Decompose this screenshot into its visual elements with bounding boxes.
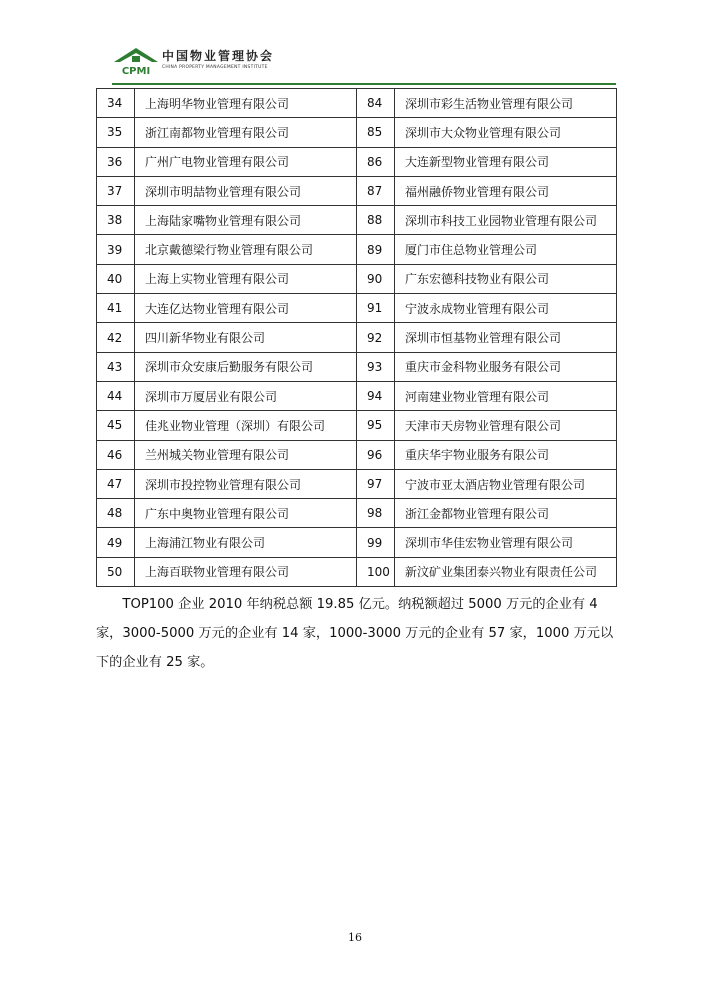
company-name-cell: 浙江金都物业管理有限公司	[395, 499, 617, 528]
table-row	[97, 235, 617, 264]
rank-number-cell: 89	[357, 235, 395, 264]
rank-number-cell: 95	[357, 411, 395, 440]
table-row	[97, 352, 617, 381]
company-name-cell: 兰州城关物业管理有限公司	[135, 440, 357, 469]
rank-number-cell: 42	[97, 323, 135, 352]
rank-number-cell: 97	[357, 469, 395, 498]
company-name-cell: 深圳市科技工业园物业管理有限公司	[395, 206, 617, 235]
company-name-cell: 福州融侨物业管理有限公司	[395, 176, 617, 205]
rank-number-cell: 43	[97, 352, 135, 381]
company-name-cell: 广东宏德科技物业有限公司	[395, 264, 617, 293]
company-name-cell: 深圳市恒基物业管理有限公司	[395, 323, 617, 352]
table-row	[97, 294, 617, 323]
company-name-cell: 北京戴德梁行物业管理有限公司	[135, 235, 357, 264]
org-name-en: CHINA PROPERTY MANAGEMENT INSTITUTE	[162, 65, 268, 70]
rank-number-cell: 45	[97, 411, 135, 440]
rank-number-cell: 39	[97, 235, 135, 264]
table-row	[97, 176, 617, 205]
company-name-cell: 四川新华物业有限公司	[135, 323, 357, 352]
rank-number-cell: 49	[97, 528, 135, 557]
company-name-cell: 广东中奥物业管理有限公司	[135, 499, 357, 528]
company-name-cell: 上海陆家嘴物业管理有限公司	[135, 206, 357, 235]
table-row	[97, 469, 617, 498]
company-name-cell: 深圳市彩生活物业管理有限公司	[395, 89, 617, 118]
table-row	[97, 440, 617, 469]
rank-number-cell: 36	[97, 147, 135, 176]
rank-number-cell: 93	[357, 352, 395, 381]
rank-number-cell: 41	[97, 294, 135, 323]
company-name-cell: 厦门市住总物业管理公司	[395, 235, 617, 264]
company-name-cell: 上海明华物业管理有限公司	[135, 89, 357, 118]
rank-number-cell: 50	[97, 557, 135, 586]
rank-number-cell: 40	[97, 264, 135, 293]
rank-number-cell: 100	[357, 557, 395, 586]
company-name-cell: 宁波市亚太酒店物业管理有限公司	[395, 469, 617, 498]
table-row	[97, 528, 617, 557]
rank-number-cell: 87	[357, 176, 395, 205]
company-name-cell: 深圳市大众物业管理有限公司	[395, 118, 617, 147]
rank-number-cell: 46	[97, 440, 135, 469]
rank-number-cell: 84	[357, 89, 395, 118]
rank-number-cell: 90	[357, 264, 395, 293]
rank-number-cell: 88	[357, 206, 395, 235]
company-name-cell: 新汶矿业集团泰兴物业有限责任公司	[395, 557, 617, 586]
page-header	[112, 40, 612, 82]
table-row	[97, 118, 617, 147]
paragraph-text: TOP100 企业 2010 年纳税总额 19.85 亿元。纳税额超过 5000 万元的企业有 4 家，3000-5000 万元的企业有 14 家，1000-3000 万元的企业有 57 家，1000 万元以下的企业有 25 家。	[96, 597, 614, 670]
company-name-cell: 浙江南都物业管理有限公司	[135, 118, 357, 147]
company-name-cell: 深圳市明喆物业管理有限公司	[135, 176, 357, 205]
rank-number-cell: 44	[97, 381, 135, 410]
rank-number-cell: 48	[97, 499, 135, 528]
rank-number-cell: 86	[357, 147, 395, 176]
company-name-cell: 大连新型物业管理有限公司	[395, 147, 617, 176]
company-name-cell: 重庆华宇物业服务有限公司	[395, 440, 617, 469]
table-row	[97, 323, 617, 352]
table-row	[97, 89, 617, 118]
rank-number-cell: 85	[357, 118, 395, 147]
company-name-cell: 河南建业物业管理有限公司	[395, 381, 617, 410]
rank-number-cell: 47	[97, 469, 135, 498]
table-row	[97, 499, 617, 528]
rank-number-cell: 35	[97, 118, 135, 147]
table-row	[97, 147, 617, 176]
company-name-cell: 天津市天房物业管理有限公司	[395, 411, 617, 440]
company-name-cell: 重庆市金科物业服务有限公司	[395, 352, 617, 381]
table-row	[97, 381, 617, 410]
rank-number-cell: 38	[97, 206, 135, 235]
rank-number-cell: 91	[357, 294, 395, 323]
company-name-cell: 佳兆业物业管理（深圳）有限公司	[135, 411, 357, 440]
table-row	[97, 264, 617, 293]
rank-number-cell: 92	[357, 323, 395, 352]
header-rule	[112, 83, 616, 85]
rank-number-cell: 96	[357, 440, 395, 469]
rank-number-cell: 99	[357, 528, 395, 557]
company-name-cell: 宁波永成物业管理有限公司	[395, 294, 617, 323]
company-name-cell: 深圳市华佳宏物业管理有限公司	[395, 528, 617, 557]
company-name-cell: 上海上实物业管理有限公司	[135, 264, 357, 293]
table-row	[97, 411, 617, 440]
rank-number-cell: 98	[357, 499, 395, 528]
company-name-cell: 深圳市万厦居业有限公司	[135, 381, 357, 410]
page-number: 16	[348, 931, 362, 944]
company-name-cell: 深圳市投控物业管理有限公司	[135, 469, 357, 498]
tax-summary-paragraph	[96, 590, 616, 677]
cpmi-logo-icon	[112, 46, 160, 78]
rank-number-cell: 34	[97, 89, 135, 118]
logo-text: CPMI	[121, 66, 151, 77]
table-row	[97, 557, 617, 586]
org-name-cn: 中国物业管理协会	[162, 49, 275, 63]
table-row	[97, 206, 617, 235]
rank-number-cell: 37	[97, 176, 135, 205]
company-ranking-table	[96, 88, 617, 587]
rank-number-cell: 94	[357, 381, 395, 410]
company-name-cell: 广州广电物业管理有限公司	[135, 147, 357, 176]
company-name-cell: 深圳市众安康后勤服务有限公司	[135, 352, 357, 381]
company-name-cell: 上海浦江物业有限公司	[135, 528, 357, 557]
company-name-cell: 大连亿达物业管理有限公司	[135, 294, 357, 323]
company-name-cell: 上海百联物业管理有限公司	[135, 557, 357, 586]
